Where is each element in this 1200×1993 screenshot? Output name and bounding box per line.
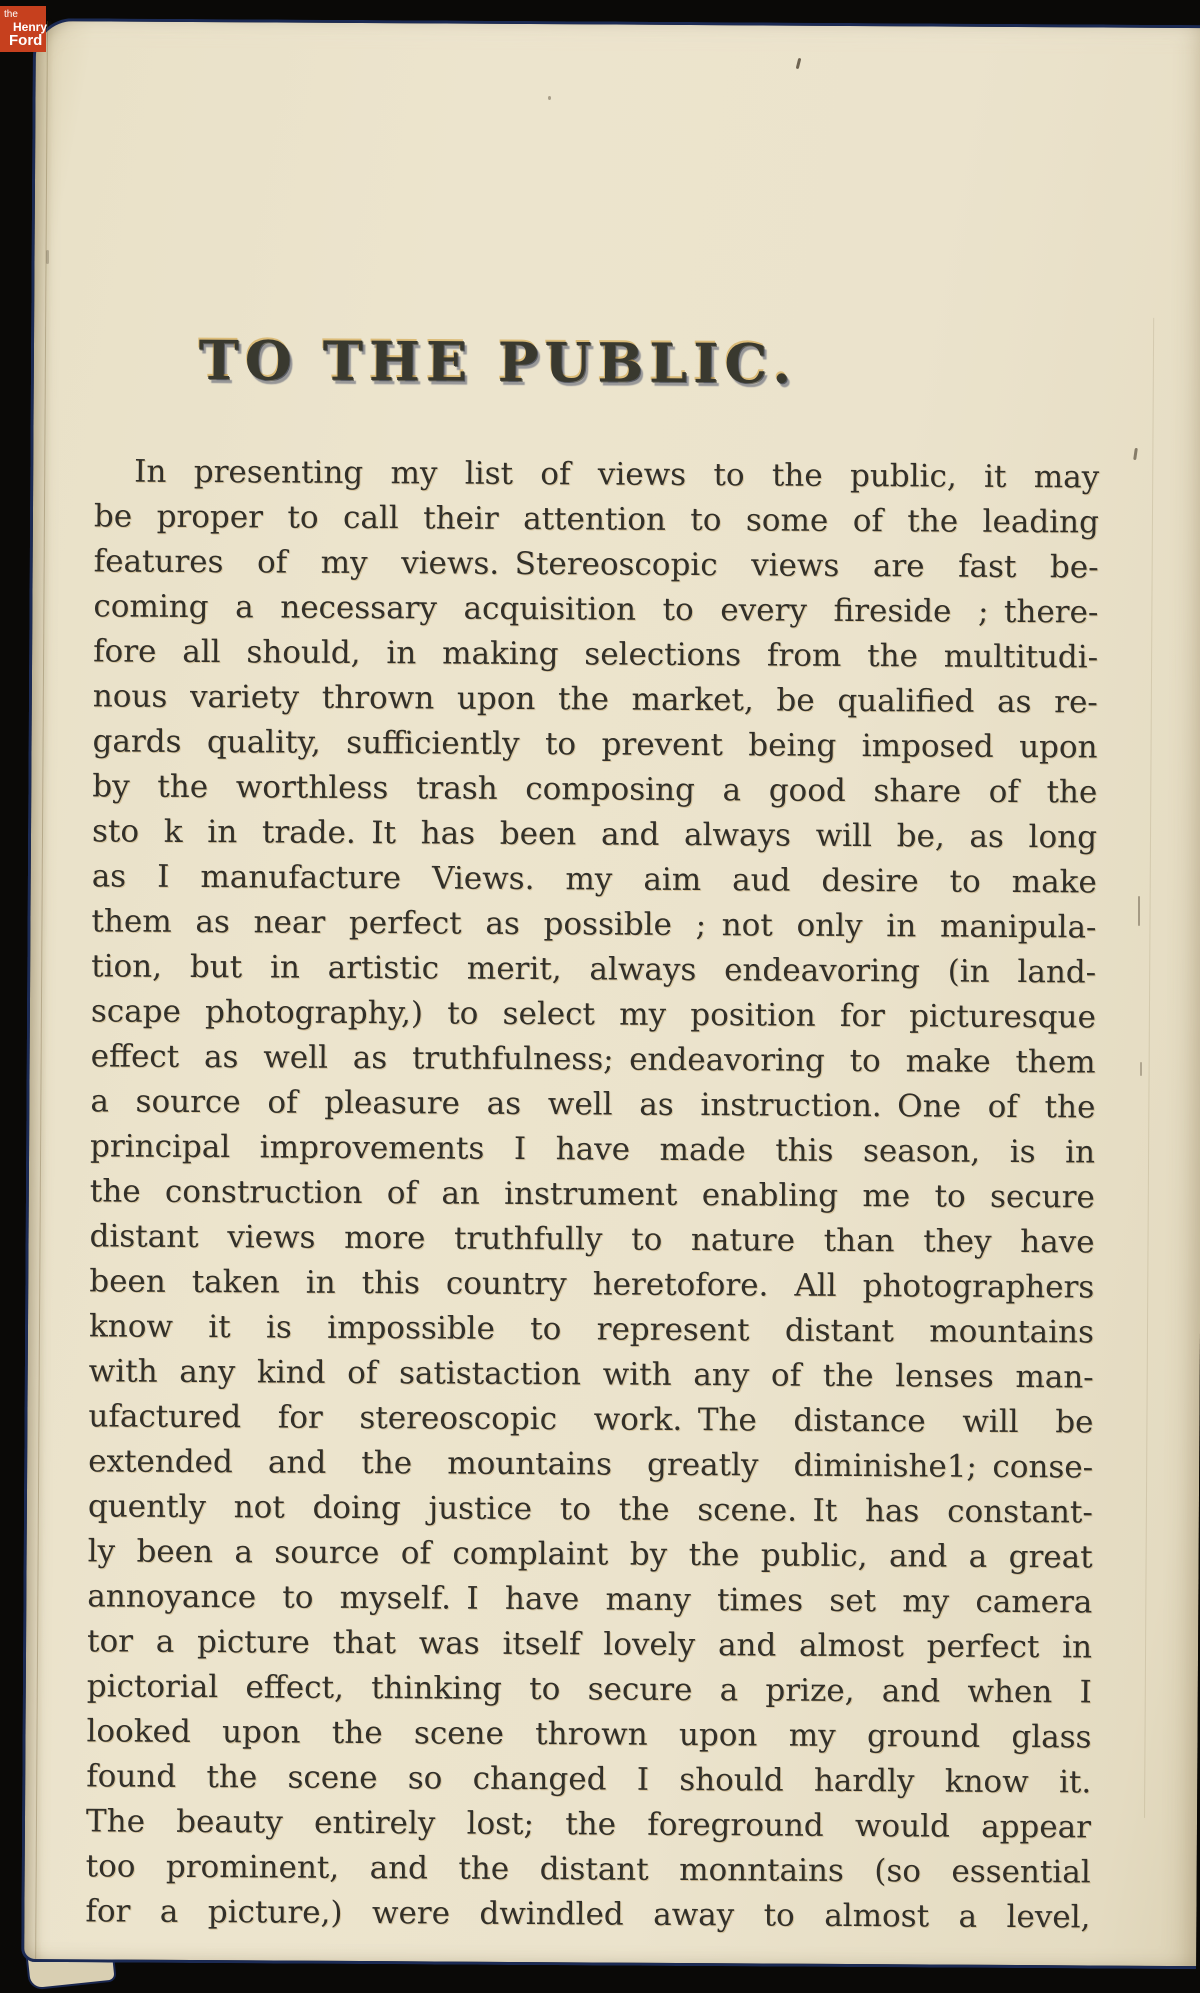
text-line: the construction of an instrument enabling me to secure bbox=[89, 1173, 1095, 1216]
paper-speck bbox=[1140, 1062, 1142, 1076]
logo-word-henry: Henry bbox=[13, 20, 48, 34]
text-line: too prominent, and the distant monntains (so essential bbox=[85, 1848, 1091, 1891]
text-line: for a picture,) were dwindled away to almost a level, bbox=[85, 1893, 1091, 1936]
logo-word-ford: Ford bbox=[9, 32, 43, 49]
text-line: In presenting my list of views to the public, it may bbox=[134, 453, 1100, 496]
text-line: sto k in trade. It has been and always will be, as long bbox=[91, 813, 1098, 856]
page-title: TO THE PUBLIC. bbox=[198, 328, 798, 396]
text-line: nous variety thrown upon the market, be qualified as re- bbox=[92, 678, 1098, 721]
text-line: principal improvements I have made this season, is in bbox=[89, 1128, 1096, 1171]
binding-crease bbox=[35, 21, 48, 1959]
text-line: ly been a source of complaint by the public, and a great bbox=[87, 1533, 1093, 1576]
text-line: with any kind of satistaction with any of the lenses man- bbox=[88, 1353, 1094, 1396]
text-line: by the worthless trash composing a good share of the bbox=[92, 768, 1098, 811]
paper-speck bbox=[1138, 896, 1140, 926]
text-line: pictorial effect, thinking to secure a prize, and when I bbox=[86, 1668, 1092, 1711]
paper-speck bbox=[548, 96, 551, 100]
text-line: scape photography,) to select my position for picturesque bbox=[90, 993, 1097, 1036]
text-line: coming a necessary acquisition to every fireside ; there- bbox=[93, 588, 1099, 631]
text-line: tion, but in artistic merit, always endeavoring (in land- bbox=[91, 948, 1097, 991]
text-line: been taken in this country heretofore. All photographers bbox=[89, 1263, 1095, 1306]
text-line: distant views more truthfully to nature than they have bbox=[89, 1218, 1095, 1261]
text-line: The beauty entirely lost; the foreground would appear bbox=[85, 1803, 1092, 1846]
text-line: a source of pleasure as well as instruction. One of the bbox=[90, 1083, 1096, 1126]
page bbox=[21, 18, 1200, 1969]
text-line: annoyance to myself. I have many times set my camera bbox=[87, 1578, 1093, 1621]
text-line: as I manufacture Views. my aim aud desire to make bbox=[91, 858, 1097, 901]
text-line: ufactured for stereoscopic work. The distance will be bbox=[88, 1398, 1094, 1441]
text-line: tor a picture that was itself lovely and almost perfect in bbox=[86, 1623, 1093, 1666]
text-line: fore all should, in making selections from the multitudi- bbox=[93, 633, 1099, 676]
paper-speck bbox=[46, 250, 49, 264]
logo-word-the: the bbox=[4, 9, 18, 20]
text-line: effect as well as truthfulness; endeavoring to make them bbox=[90, 1038, 1096, 1081]
text-line: looked upon the scene thrown upon my ground glass bbox=[86, 1713, 1092, 1756]
henry-ford-logo bbox=[0, 6, 46, 52]
text-line: found the scene so changed I should hardly know it. bbox=[86, 1758, 1092, 1801]
body-text bbox=[85, 449, 1099, 1940]
text-line: quently not doing justice to the scene. It has constant- bbox=[87, 1488, 1094, 1531]
text-line: extended and the mountains greatly diminishe1; conse- bbox=[88, 1443, 1094, 1486]
text-line: be proper to call their attention to some of the leading bbox=[93, 498, 1100, 541]
page-fold-crease bbox=[1144, 318, 1154, 1818]
text-line: them as near perfect as possible ; not only in manipula- bbox=[91, 903, 1097, 946]
text-line: gards quality, sufficiently to prevent being imposed upon bbox=[92, 723, 1098, 766]
text-line: features of my views. Stereoscopic views are fast be- bbox=[93, 543, 1099, 586]
text-line: know it is impossible to represent distant mountains bbox=[88, 1308, 1095, 1351]
